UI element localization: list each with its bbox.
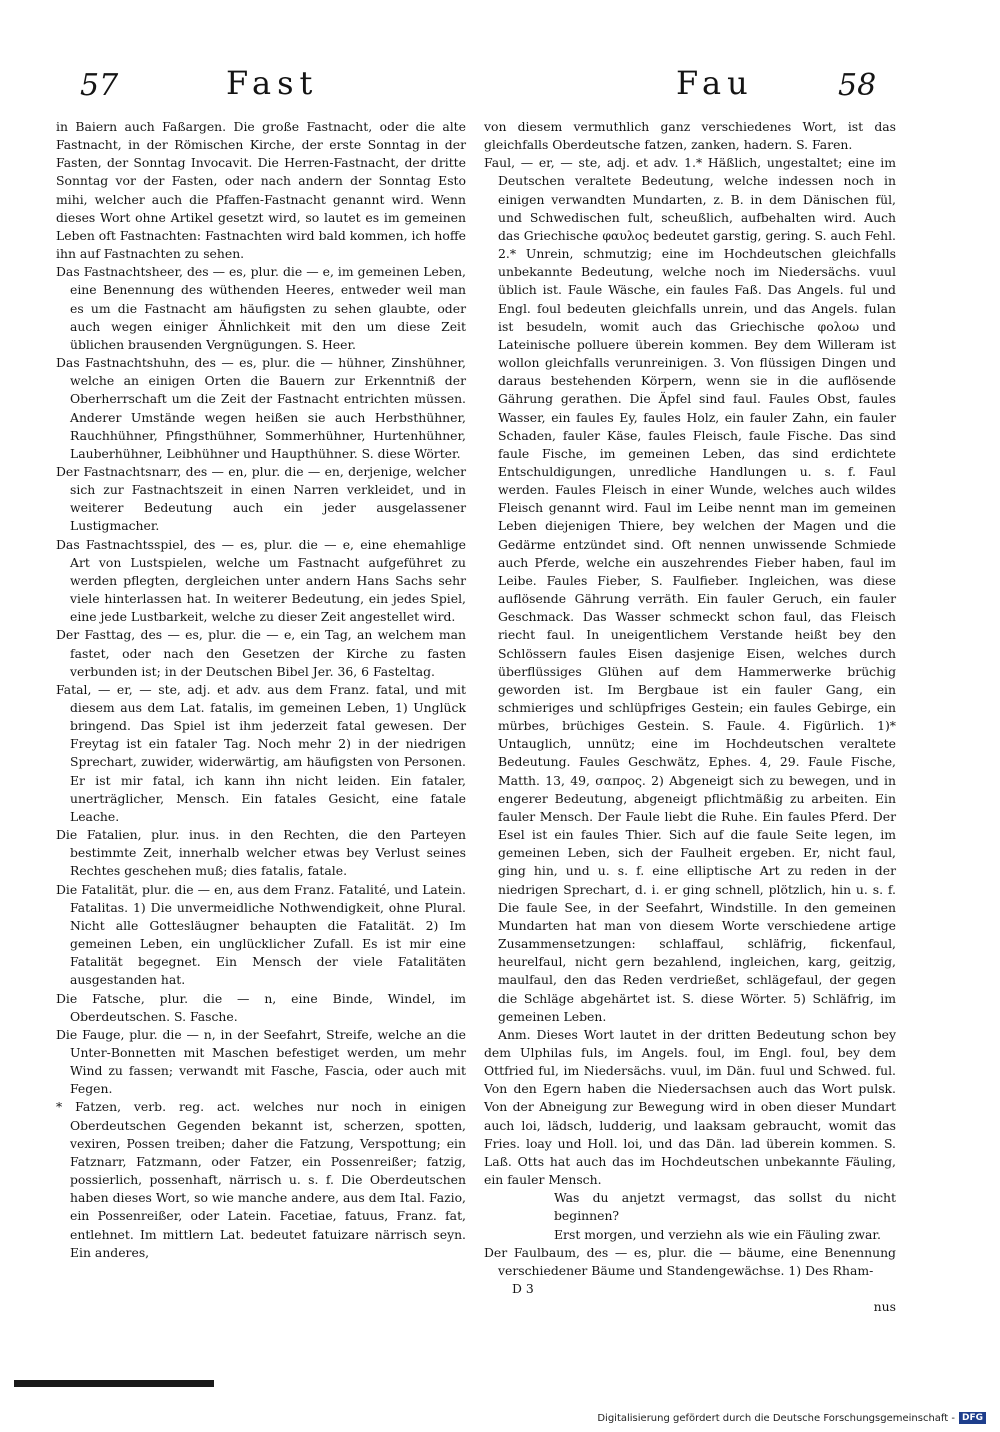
dictionary-entry: Das Fastnachtsheer, des — es, plur. die — e, im gemeinen Leben, eine Benennung des wüthenden Heeres, entweder weil man es um die Fastnacht am häufigsten zu sehen glaubte, oder auch wegen einiger Ähnlichkeit mit den um diese Zeit üblichen brausenden Vergnügungen. S. Heer.	[56, 264, 466, 352]
dictionary-entry: Der Fasttag, des — es, plur. die — e, ein Tag, an welchem man fastet, oder nach den Gesetzen der Kirche zu fasten verbunden ist; in der Deutschen Bibel Jer. 36, 6 Fasteltag.	[56, 627, 466, 679]
footer-credit	[597, 1412, 986, 1424]
dictionary-entry: Fatal, — er, — ste, adj. et adv. aus dem Franz. fatal, und mit diesem aus dem Lat. fatalis, im gemeinen Leben, 1) Unglück bringend. Das Spiel ist ihm jederzeit fatal gewesen. Der Freytag ist ein fataler Tag. Noch mehr 2) in der niedrigen Sprechart, zuwider, widerwärtig, am häufigsten von Personen. Er ist mir fatal, ich kann ihn nicht leiden. Ein fataler, unerträglicher, Mensch. Ein fatales Gesicht, eine fatale Leache.	[56, 681, 466, 824]
scan-edge-bar	[14, 1380, 214, 1387]
entry-continuation: in Baiern auch Faßargen. Die große Fastnacht, oder die alte Fastnacht, in der Römischen Kirche, der erste Sonntag in der Fasten, der Sonntag Invocavit. Die Herren-Fastnacht, der dritte Sonntag vor der Fasten, oder nach andern der Sonntag Esto mihi, welcher auch die Pfaffen-Fastnacht genannt wird. Wenn dieses Wort ohne Artikel gesetzt wird, so lautet es im gemeinen Leben oft Fastnachten: Fastnachten wird bald kommen, ich hoffe ihn auf Fastnachten zu sehen.	[56, 119, 466, 262]
catchword: nus	[873, 1299, 896, 1315]
running-head-right: Fau	[676, 64, 754, 102]
dictionary-entry: Die Fatsche, plur. die — n, eine Binde, Windel, im Oberdeutschen. S. Fasche.	[56, 990, 466, 1024]
running-head-left: Fast	[226, 64, 319, 102]
dictionary-entry: Der Fastnachtsnarr, des — en, plur. die — en, derjenige, welcher sich zur Fastnachtszeit in einen Narren verkleidet, und in weiterer Bedeutung auch ein jeder ausgelassener Lustigmacher.	[56, 463, 466, 534]
dictionary-entry: Das Fastnachtshuhn, des — es, plur. die — hühner, Zinshühner, welche an einigen Orten die Bauern zur Erkenntniß der Oberherrschaft um die Zeit der Fastnacht entrichten müssen. Anderer Umstände wegen heißen sie auch Herbsthühner, Rauchhühner, Pfingsthühner, Sommerhühner, Hurtenhühner, Lauberhühner, Leibhühner und Haupthühner. S. diese Wörter.	[56, 355, 466, 461]
page-number-right: 58	[838, 68, 877, 103]
left-column	[56, 118, 466, 1262]
annotation-paragraph: Anm. Dieses Wort lautet in der dritten Bedeutung schon bey dem Ulphilas fuls, im Angels. foul, im Engl. foul, bey dem Ottfried ful, im Niedersächs. vuul, im Dän. fuul und Schwed. ful. Von den Egern haben die Niedersachsen auch das Wort pulsk. Von der Abneigung zur Bewegung wird in oben dieser Mundart auch loi, lädsch, ludderig, und laaksam gebraucht, womit das Fries. loay und Holl. loi, und das Dän. lad überein kommen. S. Laß. Otts hat auch das im Hochdeutschen unbekannte Fäuling, ein fauler Mensch.	[484, 1026, 896, 1188]
dictionary-entry: Die Fauge, plur. die — n, in der Seefahrt, Streife, welche an die Unter-Bonnetten mit Maschen befestiget werden, um mehr Wind zu fassen; verwandt mit Fasche, Fascia, oder auch mit Fegen.	[56, 1026, 466, 1097]
dictionary-entry: Die Fatalien, plur. inus. in den Rechten, die den Parteyen bestimmte Zeit, innerhalb welcher etwas bey Verlust seines Rechtes geschehen muß; dies fatalis, fatale.	[56, 827, 466, 879]
dictionary-entry: Das Fastnachtsspiel, des — es, plur. die — e, eine ehemahlige Art von Lustspielen, welche um Fastnacht aufgeführet zu werden pflegten, dergleichen unter andern Hans Sachs sehr viele hinterlassen hat. In weiterer Bedeutung, ein jedes Spiel, eine jede Lustbarkeit, welche zu dieser Zeit angestellet wird.	[56, 536, 466, 625]
signature-mark: D 3	[512, 1281, 534, 1296]
footer-text: Digitalisierung gefördert durch die Deutsche Forschungsgemeinschaft -	[597, 1412, 955, 1424]
dictionary-entry: Faul, — er, — ste, adj. et adv. 1.* Häßlich, ungestaltet; eine im Deutschen veraltete Bedeutung, welche indessen noch in einigen verwandten Mundarten, z. B. in dem Dänischen fül, und Schwedischen fult, scheußlich, aufbehalten wird. Auch das Griechische φαυλος bedeutet garstig, gering. S. auch Fehl. 2.* Unrein, schmutzig; eine im Hochdeutschen gleichfalls unbekannte Bedeutung, welche noch im Niedersächs. vuul üblich ist. Faule Wäsche, ein faules Faß. Das Angels. ful und Engl. foul bedeuten gleichfalls unrein, und das Angels. fulan ist besudeln, womit auch das Griechische φολοω und Lateinische polluere überein kommen. Bey dem Willeram ist wollon gleichfalls verunreinigen. 3. Von flüssigen Dingen und daraus bestehenden Körpern, wenn sie in die auflösende Gährung gerathen. Die Äpfel sind faul. Faules Obst, faules Wasser, ein faules Ey, faules Holz, ein fauler Zahn, ein fauler Schaden, fauler Käse, faules Fleisch, faule Fische. Das sind faule Fische, im gemeinen Leben, das sind erdichtete Entschuldigungen, unredliche Handlungen u. s. f. Faul werden. Faules Fleisch in einer Wunde, welches auch wildes Fleisch genannt wird. Faul im Leibe nennt man im gemeinen Leben diejenigen Thiere, bey welchen der Magen und die Gedärme entzündet sind. Oft nennen unwissende Schmiede auch Pferde, welche ein auszehrendes Fieber haben, faul im Leibe. Faules Fieber, S. Faulfieber. Ingleichen, was diese auflösende Gährung verräth. Ein fauler Geruch, ein fauler Geschmack. Das Wasser schmeckt schon faul, das Fleisch riecht faul. In uneigentlichem Verstande heißt bey den Schlössern faules Eisen dasjenige Eisen, welches durch überflüssiges Glühen auf dem Hammerwerke brüchig geworden ist. Im Bergbaue ist ein fauler Gang, ein schmieriges und schlüpfriges Gestein; ein faules Gebirge, ein mürbes, brüchiges Gestein. S. Faule. 4. Figürlich. 1)* Untauglich, unnütz; eine im Hochdeutschen veraltete Bedeutung. Faules Geschwätz, Ephes. 4, 29. Faule Fische, Matth. 13, 49, σαπρος. 2) Abgeneigt sich zu bewegen, und in engerer Bedeutung, abgeneigt pflichtmäßig zu arbeiten. Ein fauler Mensch. Der Faule liebt die Ruhe. Ein faules Pferd. Der Esel ist ein faules Thier. Sich auf die faule Seite legen, im gemeinen Leben, sich der Faulheit ergeben. Er, nicht faul, ging hin, und u. s. f. eine elliptische Art zu reden in der niedrigen Sprechart, d. i. er ging schnell, plötzlich, hin u. s. f. Die faule See, in der Seefahrt, Windstille. In den gemeinen Mundarten hat man von diesem Worte verschiedene artige Zusammensetzungen: schlaffaul, schläfrig, fickenfaul, heurelfaul, nicht gern bezahlend, ingleichen, karg, geitzig, maulfaul, den das Reden verdrießet, schlägefaul, der gegen die Schläge abgehärtet ist. S. diese Wörter. 5) Schläfrig, im gemeinen Leben.	[484, 155, 896, 1024]
dictionary-entry: Der Faulbaum, des — es, plur. die — bäume, eine Benennung verschiedener Bäume und Standengewächse. 1) Des Rham-	[484, 1244, 896, 1278]
dictionary-entry: Die Fatalität, plur. die — en, aus dem Franz. Fatalité, und Latein. Fatalitas. 1) Die unvermeidliche Nothwendigkeit, ohne Plural. Nicht alle Gottesläugner behaupten die Fatalität. 2) Im gemeinen Leben, ein unglücklicher Zufall. Es ist mir eine Fatalität begegnet. Ein Mensch der viele Fatalitäten ausgestanden hat.	[56, 881, 466, 988]
entry-continuation: von diesem vermuthlich ganz verschiedenes Wort, ist das gleichfalls Oberdeutsche fatzen, zanken, hadern. S. Faren.	[484, 119, 896, 153]
verse-line: Was du anjetzt vermagst, das sollst du nicht beginnen?	[554, 1190, 896, 1224]
dictionary-entry: * Fatzen, verb. reg. act. welches nur noch in einigen Oberdeutschen Gegenden bekannt ist, scherzen, spotten, vexiren, Possen treiben; daher die Fatzung, Verspottung; ein Fatznarr, Fatzmann, oder Fatzer, ein Possenreißer; fatzig, possierlich, possenhaft, närrisch u. s. f. Die Oberdeutschen haben dieses Wort, so wie manche andere, aus dem Ital. Fazio, ein Possenreißer, oder Latein. Facetiae, fatuus, Franz. fat, entlehnet. Im mittlern Lat. bedeutet fatuizare närrisch seyn. Ein anderes,	[56, 1099, 466, 1260]
right-column	[484, 118, 896, 1316]
verse-line: Erst morgen, und verziehn als wie ein Fäuling zwar.	[554, 1226, 881, 1242]
page-number-left: 57	[80, 68, 119, 103]
dfg-logo: DFG	[959, 1412, 986, 1424]
